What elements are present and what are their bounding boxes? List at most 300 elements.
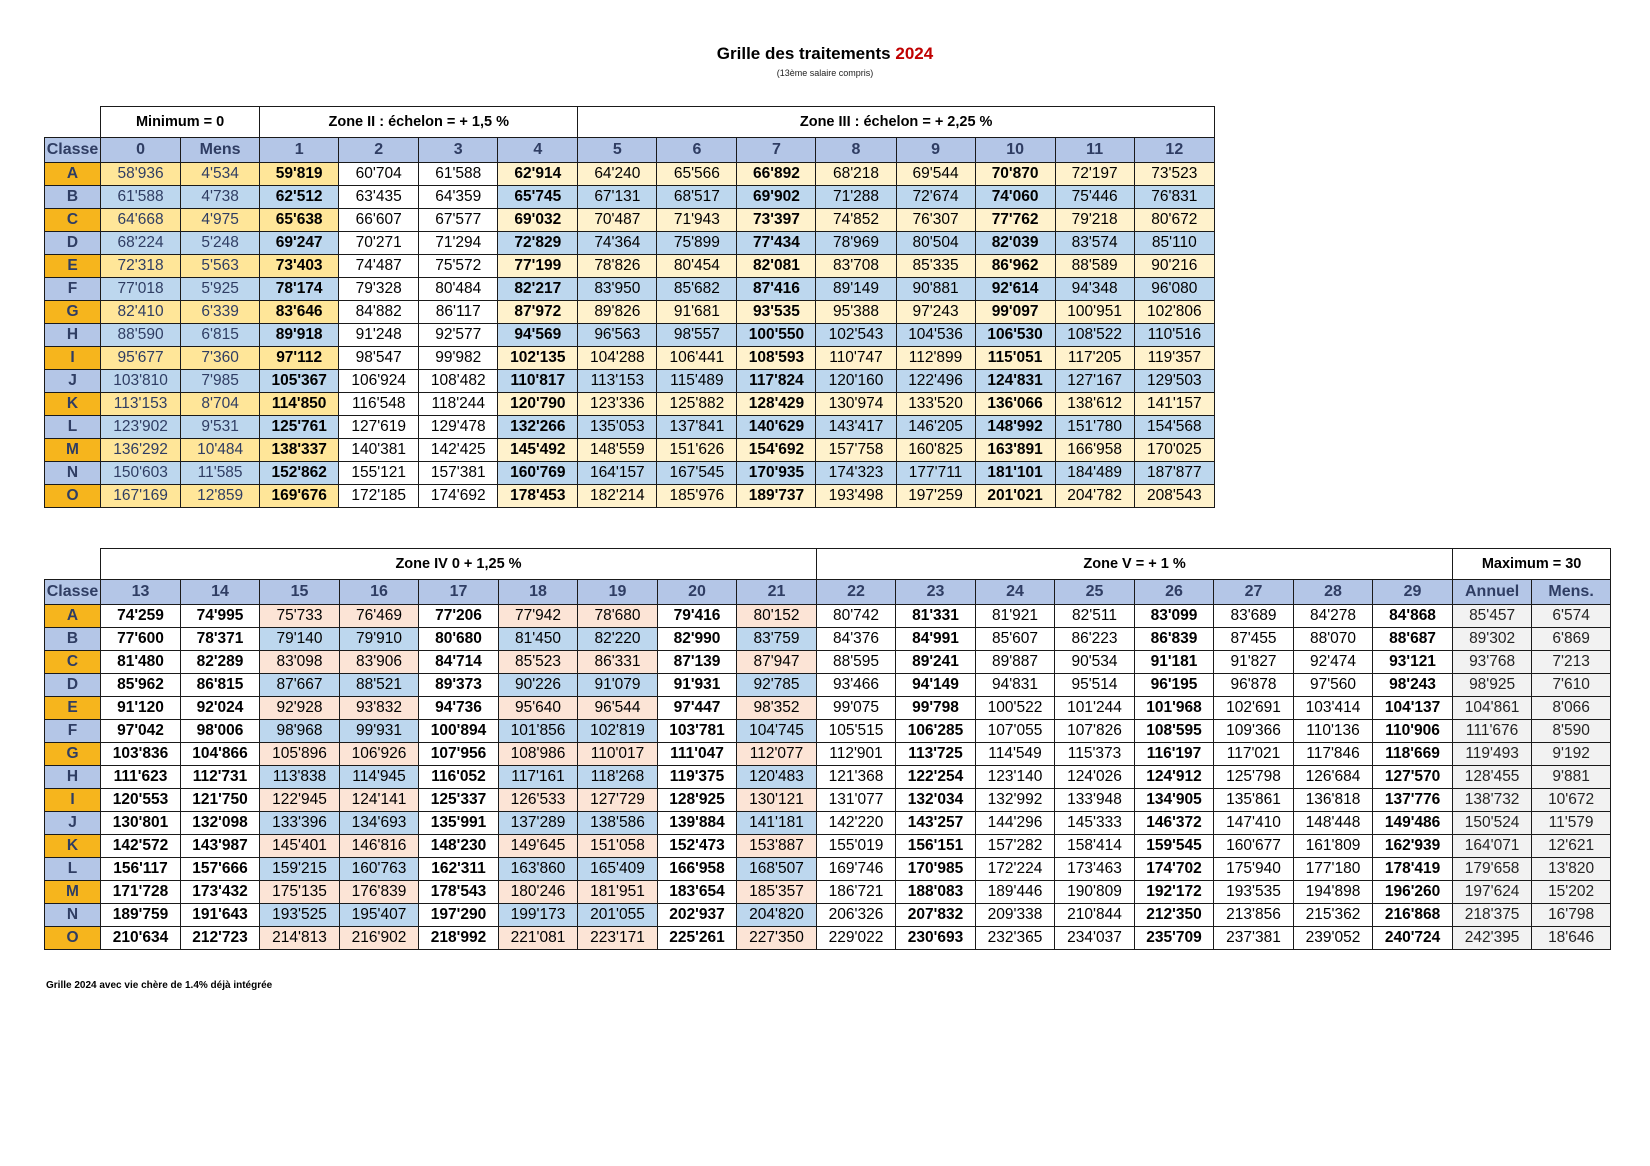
salary-cell: 89'241 (896, 651, 976, 674)
salary-cell: 104'745 (737, 720, 817, 743)
salary-cell: 125'798 (1214, 766, 1294, 789)
salary-cell: 86'962 (975, 255, 1055, 278)
salary-cell: 154'568 (1134, 416, 1214, 439)
salary-cell: 91'827 (1214, 651, 1294, 674)
salary-cell: 69'544 (896, 163, 975, 186)
column-header: 9 (896, 138, 975, 163)
salary-cell: 197'290 (419, 904, 499, 927)
salary-cell: 61'588 (101, 186, 181, 209)
salary-cell: 120'483 (737, 766, 817, 789)
salary-cell: 126'533 (499, 789, 578, 812)
salary-cell: 152'473 (658, 835, 737, 858)
salary-cell: 167'545 (657, 462, 737, 485)
salary-cell: 119'357 (1134, 347, 1214, 370)
salary-cell: 72'829 (498, 232, 578, 255)
salary-cell: 95'640 (499, 697, 578, 720)
salary-cell: 150'603 (101, 462, 181, 485)
salary-cell: 214'813 (260, 927, 340, 950)
salary-cell: 117'846 (1294, 743, 1373, 766)
salary-cell: 74'995 (181, 605, 260, 628)
salary-cell: 94'569 (498, 324, 578, 347)
salary-cell: 172'185 (339, 485, 419, 508)
zone-label: Zone V = + 1 % (817, 549, 1453, 580)
salary-cell: 120'160 (816, 370, 896, 393)
table-row (45, 416, 1215, 439)
salary-cell: 11'579 (1532, 812, 1611, 835)
salary-cell: 103'414 (1294, 697, 1373, 720)
salary-cell: 87'455 (1214, 628, 1294, 651)
salary-cell: 60'704 (339, 163, 419, 186)
salary-cell: 216'902 (340, 927, 419, 950)
salary-cell: 164'157 (578, 462, 657, 485)
table-row (45, 278, 1215, 301)
salary-cell: 122'945 (260, 789, 340, 812)
table-row (45, 835, 1611, 858)
salary-cell: 175'940 (1214, 858, 1294, 881)
salary-cell: 166'958 (1055, 439, 1134, 462)
salary-cell: 106'926 (340, 743, 419, 766)
salary-cell: 212'350 (1135, 904, 1214, 927)
salary-cell: 93'466 (817, 674, 896, 697)
salary-cell: 177'180 (1294, 858, 1373, 881)
salary-cell: 193'535 (1214, 881, 1294, 904)
column-header: 26 (1135, 580, 1214, 605)
salary-cell: 87'139 (658, 651, 737, 674)
column-header: Mens. (1532, 580, 1611, 605)
salary-cell: 223'171 (578, 927, 658, 950)
salary-cell: 144'296 (976, 812, 1055, 835)
salary-cell: 79'218 (1055, 209, 1134, 232)
salary-cell: 156'117 (101, 858, 181, 881)
table-row (45, 812, 1611, 835)
salary-cell: 68'517 (657, 186, 737, 209)
zone-label: Zone IV 0 + 1,25 % (101, 549, 817, 580)
salary-cell: 69'247 (260, 232, 339, 255)
salary-cell: 89'373 (419, 674, 499, 697)
salary-cell: 100'951 (1055, 301, 1134, 324)
salary-cell: 83'708 (816, 255, 896, 278)
salary-cell: 225'261 (658, 927, 737, 950)
salary-cell: 9'531 (181, 416, 260, 439)
salary-cell: 120'553 (101, 789, 181, 812)
salary-cell: 156'151 (896, 835, 976, 858)
salary-cell: 66'892 (737, 163, 816, 186)
salary-cell: 59'819 (260, 163, 339, 186)
zone-header-blank (45, 549, 101, 580)
salary-cell: 117'205 (1055, 347, 1134, 370)
salary-cell: 77'018 (101, 278, 181, 301)
salary-cell: 104'536 (896, 324, 975, 347)
salary-cell: 92'614 (975, 278, 1055, 301)
table-row (45, 697, 1611, 720)
salary-cell: 123'140 (976, 766, 1055, 789)
class-label: M (45, 439, 101, 462)
salary-cell: 181'951 (578, 881, 658, 904)
salary-cell: 155'121 (339, 462, 419, 485)
salary-cell: 149'486 (1373, 812, 1453, 835)
salary-cell: 90'881 (896, 278, 975, 301)
salary-cell: 178'419 (1373, 858, 1453, 881)
salary-cell: 162'311 (419, 858, 499, 881)
salary-cell: 108'522 (1055, 324, 1134, 347)
salary-cell: 97'112 (260, 347, 339, 370)
salary-cell: 113'153 (101, 393, 181, 416)
salary-cell: 137'841 (657, 416, 737, 439)
salary-cell: 151'626 (657, 439, 737, 462)
salary-cell: 204'782 (1055, 485, 1134, 508)
salary-cell: 174'692 (419, 485, 498, 508)
salary-cell: 209'338 (976, 904, 1055, 927)
salary-cell: 213'856 (1214, 904, 1294, 927)
salary-cell: 112'077 (737, 743, 817, 766)
salary-cell: 4'975 (181, 209, 260, 232)
salary-cell: 89'887 (976, 651, 1055, 674)
zone-label: Minimum = 0 (101, 107, 260, 138)
salary-cell: 107'055 (976, 720, 1055, 743)
zone-label: Zone III : échelon = + 2,25 % (578, 107, 1215, 138)
salary-cell: 204'820 (737, 904, 817, 927)
salary-cell: 207'832 (896, 904, 976, 927)
salary-cell: 12'859 (181, 485, 260, 508)
salary-cell: 94'736 (419, 697, 499, 720)
column-header: Annuel (1453, 580, 1532, 605)
salary-cell: 75'572 (419, 255, 498, 278)
salary-cell: 151'058 (578, 835, 658, 858)
column-header: 8 (816, 138, 896, 163)
salary-cell: 171'728 (101, 881, 181, 904)
salary-cell: 140'381 (339, 439, 419, 462)
salary-cell: 5'248 (181, 232, 260, 255)
salary-cell: 91'681 (657, 301, 737, 324)
salary-cell: 138'612 (1055, 393, 1134, 416)
zone-header-row (45, 107, 1215, 138)
salary-cell: 216'868 (1373, 904, 1453, 927)
salary-cell: 134'905 (1135, 789, 1214, 812)
salary-cell: 112'731 (181, 766, 260, 789)
salary-cell: 142'425 (419, 439, 498, 462)
salary-cell: 125'882 (657, 393, 737, 416)
class-label: E (45, 697, 101, 720)
salary-cell: 103'781 (658, 720, 737, 743)
salary-cell: 6'574 (1532, 605, 1611, 628)
salary-cell: 86'839 (1135, 628, 1214, 651)
salary-cell: 98'968 (260, 720, 340, 743)
salary-cell: 95'514 (1055, 674, 1135, 697)
salary-cell: 85'607 (976, 628, 1055, 651)
salary-cell: 142'220 (817, 812, 896, 835)
salary-cell: 71'294 (419, 232, 498, 255)
class-label: L (45, 416, 101, 439)
salary-cell: 159'545 (1135, 835, 1214, 858)
salary-cell: 75'733 (260, 605, 340, 628)
salary-cell: 86'815 (181, 674, 260, 697)
salary-cell: 115'489 (657, 370, 737, 393)
salary-cell: 80'454 (657, 255, 737, 278)
salary-cell: 111'623 (101, 766, 181, 789)
salary-cell: 83'759 (737, 628, 817, 651)
salary-cell: 63'435 (339, 186, 419, 209)
salary-cell: 140'629 (737, 416, 816, 439)
salary-cell: 101'244 (1055, 697, 1135, 720)
column-header: 22 (817, 580, 896, 605)
salary-cell: 87'416 (737, 278, 816, 301)
salary-cell: 98'243 (1373, 674, 1453, 697)
salary-cell: 170'985 (896, 858, 976, 881)
salary-cell: 137'776 (1373, 789, 1453, 812)
salary-cell: 160'763 (340, 858, 419, 881)
salary-cell: 232'365 (976, 927, 1055, 950)
salary-cell: 85'962 (101, 674, 181, 697)
salary-cell: 129'503 (1134, 370, 1214, 393)
salary-cell: 64'240 (578, 163, 657, 186)
table-row (45, 904, 1611, 927)
salary-cell: 138'732 (1453, 789, 1532, 812)
salary-cell: 173'463 (1055, 858, 1135, 881)
salary-cell: 104'861 (1453, 697, 1532, 720)
header (0, 44, 1650, 78)
salary-cell: 83'574 (1055, 232, 1134, 255)
salary-cell: 218'992 (419, 927, 499, 950)
salary-cell: 114'945 (340, 766, 419, 789)
class-label: G (45, 301, 101, 324)
table-row (45, 439, 1215, 462)
salary-cell: 67'577 (419, 209, 498, 232)
salary-cell: 197'259 (896, 485, 975, 508)
salary-cell: 77'762 (975, 209, 1055, 232)
salary-cell: 221'081 (499, 927, 578, 950)
salary-cell: 16'798 (1532, 904, 1611, 927)
salary-cell: 160'769 (498, 462, 578, 485)
salary-cell: 110'906 (1373, 720, 1453, 743)
salary-cell: 147'410 (1214, 812, 1294, 835)
salary-cell: 132'266 (498, 416, 578, 439)
salary-cell: 81'331 (896, 605, 976, 628)
column-header: 21 (737, 580, 817, 605)
class-label: K (45, 835, 101, 858)
class-label: O (45, 485, 101, 508)
column-header: 0 (101, 138, 181, 163)
salary-cell: 76'469 (340, 605, 419, 628)
salary-cell: 143'417 (816, 416, 896, 439)
salary-cell: 78'371 (181, 628, 260, 651)
salary-cell: 117'824 (737, 370, 816, 393)
page-subtitle: (13ème salaire compris) (776, 68, 874, 78)
salary-cell: 91'079 (578, 674, 658, 697)
salary-cell: 100'550 (737, 324, 816, 347)
column-header: 27 (1214, 580, 1294, 605)
salary-cell: 242'395 (1453, 927, 1532, 950)
salary-cell: 82'039 (975, 232, 1055, 255)
salary-cell: 8'704 (181, 393, 260, 416)
salary-cell: 157'282 (976, 835, 1055, 858)
salary-cell: 182'214 (578, 485, 657, 508)
salary-cell: 149'645 (499, 835, 578, 858)
salary-cell: 6'869 (1532, 628, 1611, 651)
class-label: E (45, 255, 101, 278)
salary-cell: 82'220 (578, 628, 658, 651)
salary-cell: 102'135 (498, 347, 578, 370)
salary-cell: 65'638 (260, 209, 339, 232)
salary-cell: 105'367 (260, 370, 339, 393)
salary-cell: 68'224 (101, 232, 181, 255)
salary-cell: 118'669 (1373, 743, 1453, 766)
table-row (45, 462, 1215, 485)
salary-cell: 102'543 (816, 324, 896, 347)
column-header: Mens (181, 138, 260, 163)
column-header: 2 (339, 138, 419, 163)
table-row (45, 370, 1215, 393)
salary-cell: 90'216 (1134, 255, 1214, 278)
zone-label: Zone II : échelon = + 1,5 % (260, 107, 578, 138)
salary-cell: 152'862 (260, 462, 339, 485)
salary-cell: 178'543 (419, 881, 499, 904)
salary-cell: 88'687 (1373, 628, 1453, 651)
salary-cell: 93'768 (1453, 651, 1532, 674)
salary-cell: 117'161 (499, 766, 578, 789)
salary-cell: 130'121 (737, 789, 817, 812)
salary-cell: 82'990 (658, 628, 737, 651)
class-label: N (45, 904, 101, 927)
salary-cell: 159'215 (260, 858, 340, 881)
salary-cell: 80'504 (896, 232, 975, 255)
salary-cell: 87'947 (737, 651, 817, 674)
salary-cell: 116'548 (339, 393, 419, 416)
salary-cell: 212'723 (181, 927, 260, 950)
salary-cell: 104'866 (181, 743, 260, 766)
salary-table-zones-1-3 (44, 106, 1215, 508)
salary-cell: 172'224 (976, 858, 1055, 881)
salary-cell: 166'958 (658, 858, 737, 881)
salary-cell: 84'868 (1373, 605, 1453, 628)
salary-cell: 79'140 (260, 628, 340, 651)
salary-cell: 139'884 (658, 812, 737, 835)
salary-cell: 115'373 (1055, 743, 1135, 766)
table-row (45, 324, 1215, 347)
column-header: 25 (1055, 580, 1135, 605)
salary-cell: 124'912 (1135, 766, 1214, 789)
salary-cell: 81'450 (499, 628, 578, 651)
salary-cell: 78'826 (578, 255, 657, 278)
class-label: K (45, 393, 101, 416)
salary-cell: 194'898 (1294, 881, 1373, 904)
salary-cell: 202'937 (658, 904, 737, 927)
salary-cell: 7'213 (1532, 651, 1611, 674)
column-header: Classe (45, 580, 101, 605)
salary-cell: 141'157 (1134, 393, 1214, 416)
salary-cell: 106'924 (339, 370, 419, 393)
salary-cell: 199'173 (499, 904, 578, 927)
table-row (45, 209, 1215, 232)
class-label: C (45, 209, 101, 232)
salary-cell: 113'725 (896, 743, 976, 766)
salary-cell: 181'101 (975, 462, 1055, 485)
salary-cell: 119'493 (1453, 743, 1532, 766)
salary-cell: 188'083 (896, 881, 976, 904)
zone-header-row (45, 549, 1611, 580)
salary-cell: 145'333 (1055, 812, 1135, 835)
salary-cell: 105'896 (260, 743, 340, 766)
column-header-row (45, 138, 1215, 163)
salary-cell: 94'149 (896, 674, 976, 697)
class-label: I (45, 347, 101, 370)
salary-cell: 137'289 (499, 812, 578, 835)
salary-cell: 240'724 (1373, 927, 1453, 950)
salary-cell: 89'149 (816, 278, 896, 301)
title-text: Grille des traitements (716, 44, 896, 63)
salary-cell: 70'870 (975, 163, 1055, 186)
salary-cell: 195'407 (340, 904, 419, 927)
class-label: J (45, 370, 101, 393)
salary-cell: 193'525 (260, 904, 340, 927)
salary-cell: 124'141 (340, 789, 419, 812)
column-header: 7 (737, 138, 816, 163)
salary-cell: 197'624 (1453, 881, 1532, 904)
salary-cell: 148'559 (578, 439, 657, 462)
salary-cell: 95'388 (816, 301, 896, 324)
salary-cell: 151'780 (1055, 416, 1134, 439)
salary-cell: 7'985 (181, 370, 260, 393)
column-header: 23 (896, 580, 976, 605)
salary-cell: 78'969 (816, 232, 896, 255)
salary-cell: 116'052 (419, 766, 499, 789)
salary-cell: 130'801 (101, 812, 181, 835)
salary-cell: 83'646 (260, 301, 339, 324)
column-header: 15 (260, 580, 340, 605)
table-row (45, 720, 1611, 743)
salary-cell: 89'302 (1453, 628, 1532, 651)
salary-cell: 132'034 (896, 789, 976, 812)
table-row (45, 232, 1215, 255)
salary-cell: 74'259 (101, 605, 181, 628)
salary-cell: 15'202 (1532, 881, 1611, 904)
salary-cell: 160'825 (896, 439, 975, 462)
salary-cell: 234'037 (1055, 927, 1135, 950)
salary-cell: 73'403 (260, 255, 339, 278)
class-label: D (45, 232, 101, 255)
salary-cell: 176'839 (340, 881, 419, 904)
column-header: 18 (499, 580, 578, 605)
salary-cell: 62'914 (498, 163, 578, 186)
salary-cell: 77'942 (499, 605, 578, 628)
salary-cell: 77'206 (419, 605, 499, 628)
class-label: L (45, 858, 101, 881)
salary-cell: 189'759 (101, 904, 181, 927)
salary-cell: 135'053 (578, 416, 657, 439)
salary-cell: 218'375 (1453, 904, 1532, 927)
salary-cell: 92'024 (181, 697, 260, 720)
salary-cell: 75'446 (1055, 186, 1134, 209)
salary-cell: 91'248 (339, 324, 419, 347)
salary-cell: 75'899 (657, 232, 737, 255)
column-header: 17 (419, 580, 499, 605)
salary-cell: 118'244 (419, 393, 498, 416)
salary-cell: 229'022 (817, 927, 896, 950)
salary-cell: 69'902 (737, 186, 816, 209)
class-label: H (45, 324, 101, 347)
salary-cell: 126'684 (1294, 766, 1373, 789)
salary-cell: 106'530 (975, 324, 1055, 347)
table2-body (45, 549, 1611, 950)
salary-cell: 67'131 (578, 186, 657, 209)
salary-cell: 96'563 (578, 324, 657, 347)
salary-cell: 65'566 (657, 163, 737, 186)
salary-cell: 186'721 (817, 881, 896, 904)
salary-cell: 165'409 (578, 858, 658, 881)
salary-cell: 108'986 (499, 743, 578, 766)
salary-cell: 185'357 (737, 881, 817, 904)
salary-cell: 89'918 (260, 324, 339, 347)
salary-cell: 90'226 (499, 674, 578, 697)
